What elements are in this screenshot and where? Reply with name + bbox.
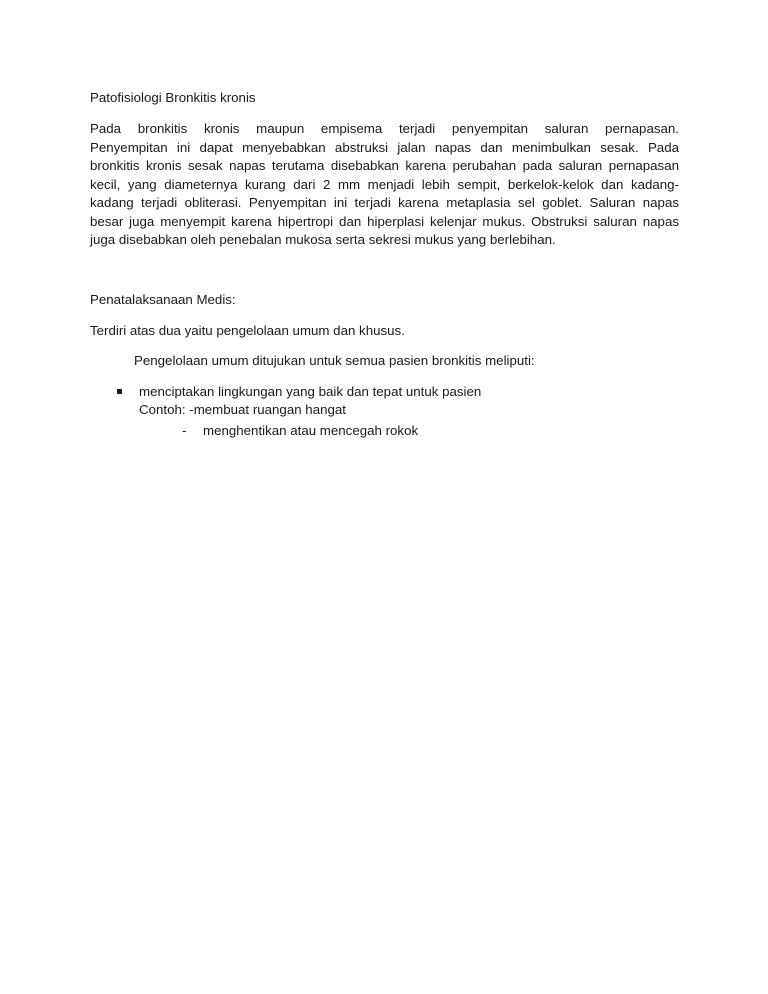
paragraph-line: Penyempitan ini dapat menyebabkan abstruksi jalan napas dan menimbulkan sesak. Pada: [90, 139, 679, 155]
paragraph-line: kadang terjadi obliterasi. Penyempitan ini terjadi karena metaplasia sel goblet. Saluran napas: [90, 195, 679, 210]
paragraph-line: besar juga menyempit karena hipertropi dan hiperplasi kelenjar mukus. Obstruksi saluran napas: [90, 213, 679, 229]
bullet-item-text: menciptakan lingkungan yang baik dan tepat untuk pasien: [139, 384, 482, 399]
section-heading-penatalaksanaan: Penatalaksanaan Medis:: [90, 292, 236, 307]
paragraph-line: kecil, yang diameternya kurang dari 2 mm menjadi lebih sempit, berkelok-kelok dan kadang-: [90, 176, 679, 192]
intro-line: Terdiri atas dua yaitu pengelolaan umum dan khusus.: [90, 323, 405, 338]
paragraph-patofisiologi: [90, 120, 679, 250]
general-management-line: Pengelolaan umum ditujukan untuk semua pasien bronkitis meliputi:: [134, 353, 535, 368]
paragraph-line: juga disebabkan oleh penebalan mukosa serta sekresi mukus yang berlebihan.: [90, 232, 556, 247]
square-bullet-icon: [117, 389, 122, 394]
dash-item-text: menghentikan atau mencegah rokok: [203, 423, 419, 438]
paragraph-line: bronkitis kronis sesak napas terutama disebabkan karena perubahan pada saluran pernapasan: [90, 158, 679, 173]
paragraph-line: Pada bronkitis kronis maupun empisema terjadi penyempitan saluran pernapasan.: [90, 121, 679, 136]
section-heading-patofisiologi: Patofisiologi Bronkitis kronis: [90, 90, 256, 105]
example-line: Contoh: -membuat ruangan hangat: [139, 402, 346, 417]
dash-marker: -: [182, 423, 187, 438]
